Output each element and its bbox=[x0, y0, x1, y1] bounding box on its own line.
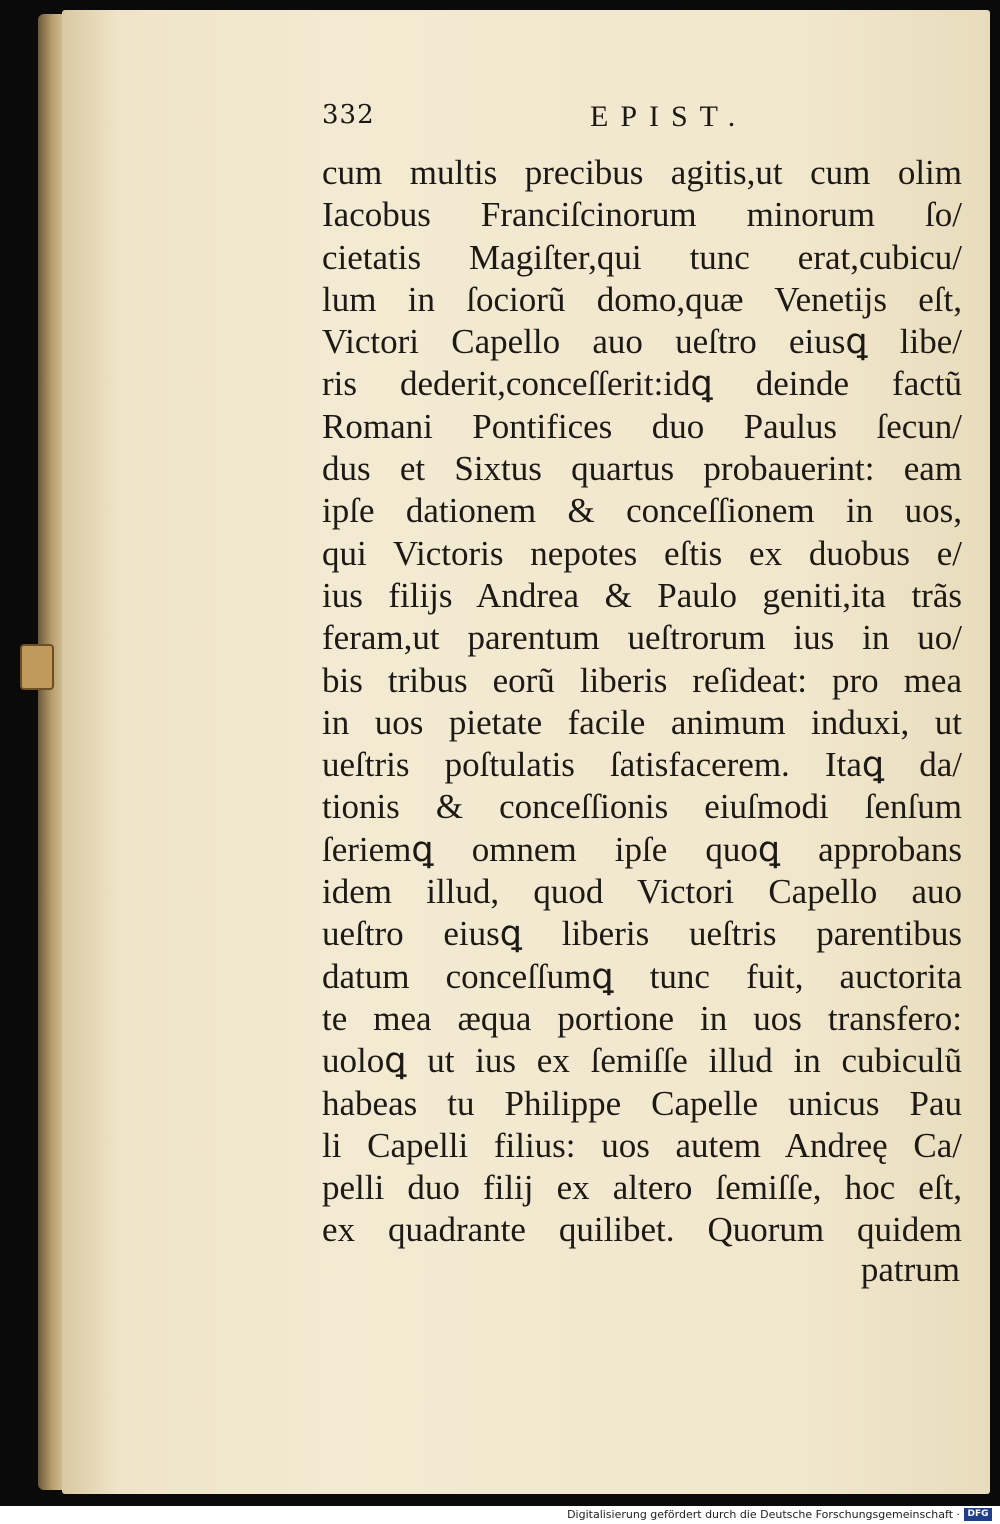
text-line: uoloꝗ ut ius ex ſemiſſe illud in cubiculũ bbox=[322, 1041, 962, 1081]
text-line: li Capelli filius: uos autem Andreę Ca/ bbox=[322, 1125, 962, 1165]
text-line: ueſtris poſtulatis ſatisfacerem. Itaꝗ da/ bbox=[322, 745, 962, 785]
page-header bbox=[322, 100, 962, 140]
text-line: Iacobus Franciſcinorum minorum ſo/ bbox=[322, 195, 962, 235]
text-line: ius filijs Andrea & Paulo geniti,ita trãs bbox=[322, 575, 962, 615]
text-line: bis tribus eorũ liberis reſideat: pro mea bbox=[322, 660, 962, 700]
catchword: patrum bbox=[860, 1250, 960, 1289]
body-text bbox=[322, 152, 962, 1252]
text-line: datum conceſſumꝗ tunc fuit, auctorita bbox=[322, 956, 962, 996]
text-line: qui Victoris nepotes eſtis ex duobus e/ bbox=[322, 533, 962, 573]
text-line: cum multis precibus agitis,ut cum olim bbox=[322, 153, 962, 192]
funding-credit: Digitalisierung gefördert durch die Deutsche Forschungsgemeinschaft · bbox=[567, 1508, 960, 1521]
running-head: EPIST. bbox=[590, 100, 748, 133]
text-line: idem illud, quod Victori Capello auo bbox=[322, 872, 962, 912]
text-line: dus et Sixtus quartus probauerint: eam bbox=[322, 449, 962, 489]
text-line: ris dederit,conceſſerit:idꝗ deinde factũ bbox=[322, 364, 962, 404]
text-line: lum in ſociorũ domo,quæ Venetijs eſt, bbox=[322, 279, 962, 319]
text-line: pelli duo filij ex altero ſemiſſe, hoc eſt, bbox=[322, 1168, 962, 1208]
text-line: in uos pietate facile animum induxi, ut bbox=[322, 702, 962, 742]
text-line: ſeriemꝗ omnem ipſe quoꝗ approbans bbox=[322, 829, 962, 869]
text-line: te mea æqua portione in uos transfero: bbox=[322, 998, 962, 1038]
text-line: ipſe dationem & conceſſionem in uos, bbox=[322, 491, 962, 531]
page-tab-marker bbox=[20, 644, 54, 690]
text-line: cietatis Magiſter,qui tunc erat,cubicu/ bbox=[322, 237, 962, 277]
text-line: ex quadrante quilibet. Quorum quidem bbox=[322, 1210, 962, 1250]
text-line: ueſtro eiusꝗ liberis ueſtris parentibus bbox=[322, 914, 962, 954]
text-line: Romani Pontifices duo Paulus ſecun/ bbox=[322, 406, 962, 446]
page-number: 332 bbox=[322, 100, 375, 130]
text-line: Victori Capello auo ueſtro eiusꝗ libe/ bbox=[322, 322, 962, 362]
text-line: tionis & conceſſionis eiuſmodi ſenſum bbox=[322, 787, 962, 827]
dfg-logo: DFG bbox=[964, 1508, 992, 1521]
text-line: habeas tu Philippe Capelle unicus Pau bbox=[322, 1083, 962, 1123]
text-line: feram,ut parentum ueſtrorum ius in uo/ bbox=[322, 618, 962, 658]
